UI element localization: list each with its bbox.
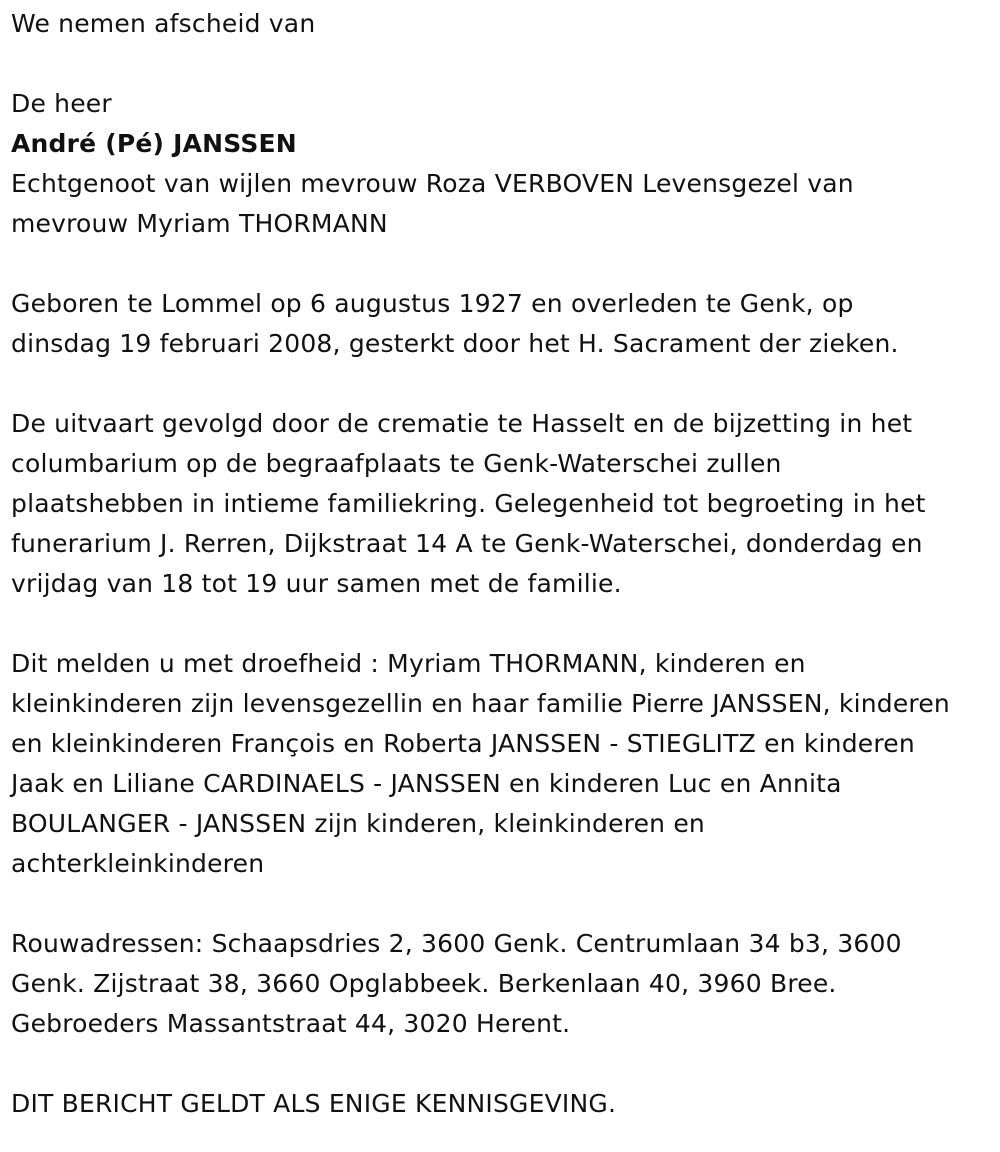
funeral-line: columbarium op de begraafplaats te Genk-Waterschei zullen <box>11 449 782 478</box>
funeral-line: plaatshebben in intieme familiekring. Gelegenheid tot begroeting in het <box>11 489 926 518</box>
family-line: en kleinkinderen François en Roberta JANSSEN - STIEGLITZ en kinderen <box>11 729 915 758</box>
spacer <box>11 1044 991 1084</box>
address-line: Rouwadressen: Schaapsdries 2, 3600 Genk. Centrumlaan 34 b3, 3600 <box>11 929 902 958</box>
intro-line: We nemen afscheid van <box>11 9 316 38</box>
funeral-line: De uitvaart gevolgd door de crematie te Hasselt en de bijzetting in het <box>11 409 913 438</box>
relation-line: Echtgenoot van wijlen mevrouw Roza VERBOVEN Levensgezel van <box>11 169 854 198</box>
relation-line: mevrouw Myriam THORMANN <box>11 209 388 238</box>
spacer <box>11 884 991 924</box>
birth-death-line: Geboren te Lommel op 6 augustus 1927 en overleden te Genk, op <box>11 289 854 318</box>
family-paragraph <box>11 644 991 884</box>
funeral-paragraph <box>11 404 991 604</box>
obituary-notice <box>11 4 991 1124</box>
family-line: BOULANGER - JANSSEN zijn kinderen, kleinkinderen en <box>11 809 705 838</box>
deceased-name: André (Pé) JANSSEN <box>11 129 297 158</box>
funeral-line: vrijdag van 18 tot 19 uur samen met de familie. <box>11 569 622 598</box>
address-line: Gebroeders Massantstraat 44, 3020 Herent. <box>11 1009 571 1038</box>
birth-death-line: dinsdag 19 februari 2008, gesterkt door het H. Sacrament der zieken. <box>11 329 899 358</box>
funeral-line: funerarium J. Rerren, Dijkstraat 14 A te Genk-Waterschei, donderdag en <box>11 529 923 558</box>
spacer <box>11 44 991 84</box>
salutation: De heer <box>11 89 112 118</box>
relation-paragraph <box>11 164 991 244</box>
address-line: Genk. Zijstraat 38, 3660 Opglabbeek. Berkenlaan 40, 3960 Bree. <box>11 969 837 998</box>
family-line: Jaak en Liliane CARDINAELS - JANSSEN en kinderen Luc en Annita <box>11 769 842 798</box>
closing-statement: DIT BERICHT GELDT ALS ENIGE KENNISGEVING. <box>11 1089 617 1118</box>
spacer <box>11 364 991 404</box>
address-paragraph <box>11 924 991 1044</box>
spacer <box>11 604 991 644</box>
birth-death-paragraph <box>11 284 991 364</box>
family-line: kleinkinderen zijn levensgezellin en haar familie Pierre JANSSEN, kinderen <box>11 689 950 718</box>
family-line: Dit melden u met droefheid : Myriam THORMANN, kinderen en <box>11 649 806 678</box>
family-line: achterkleinkinderen <box>11 849 265 878</box>
spacer <box>11 244 991 284</box>
